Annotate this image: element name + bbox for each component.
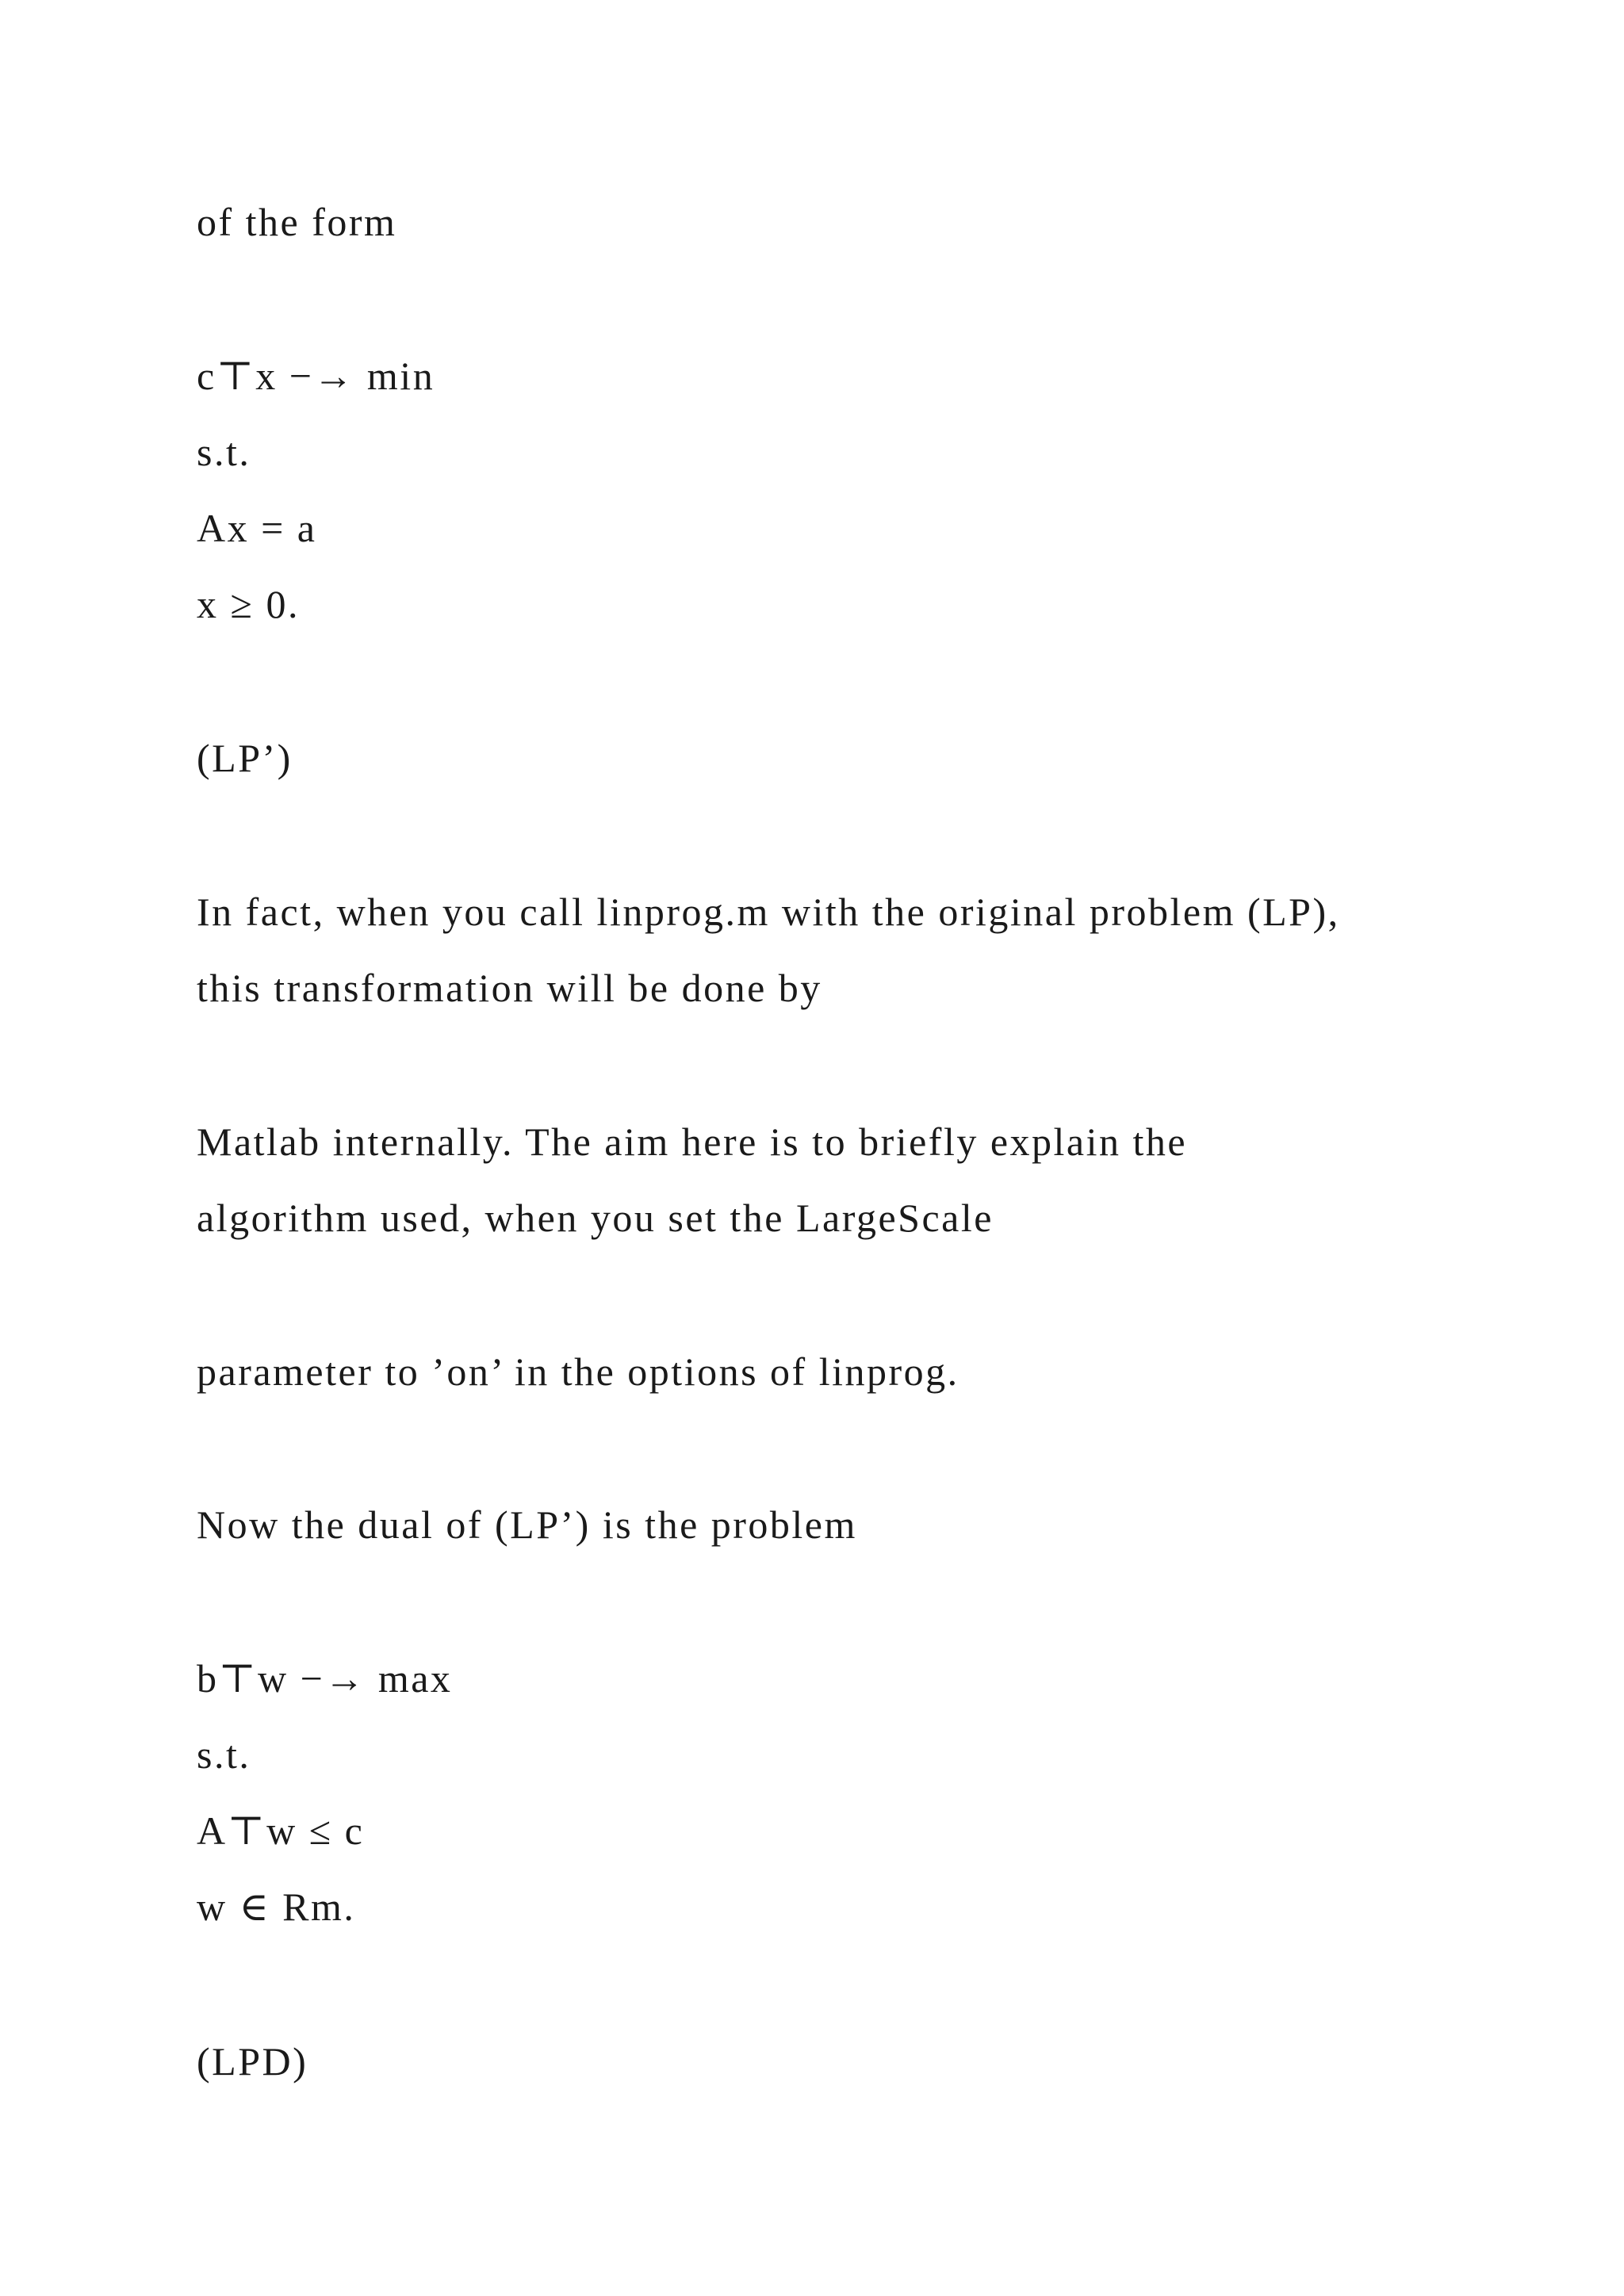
paragraph-line: algorithm used, when you set the LargeScale — [197, 1196, 994, 1240]
dual-subject-to: s.t. — [197, 1732, 251, 1777]
primal-nonnegativity-constraint: x ≥ 0. — [197, 582, 300, 626]
primal-objective: c⊤x −→ min — [197, 354, 435, 398]
paragraph-line: In fact, when you call linprog.m with the original problem (LP), — [197, 890, 1340, 934]
paragraph-line: parameter to ’on’ in the options of linprog. — [197, 1349, 959, 1394]
dual-inequality-constraint: A⊤w ≤ c — [197, 1808, 365, 1853]
intro-text: of the form — [197, 200, 397, 244]
dual-intro-text: Now the dual of (LP’) is the problem — [197, 1502, 857, 1547]
primal-subject-to: s.t. — [197, 430, 251, 474]
primal-problem-label: (LP’) — [197, 736, 293, 780]
dual-domain-constraint: w ∈ Rm. — [197, 1885, 356, 1929]
primal-equality-constraint: Ax = a — [197, 506, 317, 550]
paragraph-line: Matlab internally. The aim here is to briefly explain the — [197, 1119, 1188, 1164]
paragraph-line: this transformation will be done by — [197, 966, 822, 1010]
dual-objective: b⊤w −→ max — [197, 1656, 453, 1701]
dual-problem-label: (LPD) — [197, 2039, 308, 2084]
